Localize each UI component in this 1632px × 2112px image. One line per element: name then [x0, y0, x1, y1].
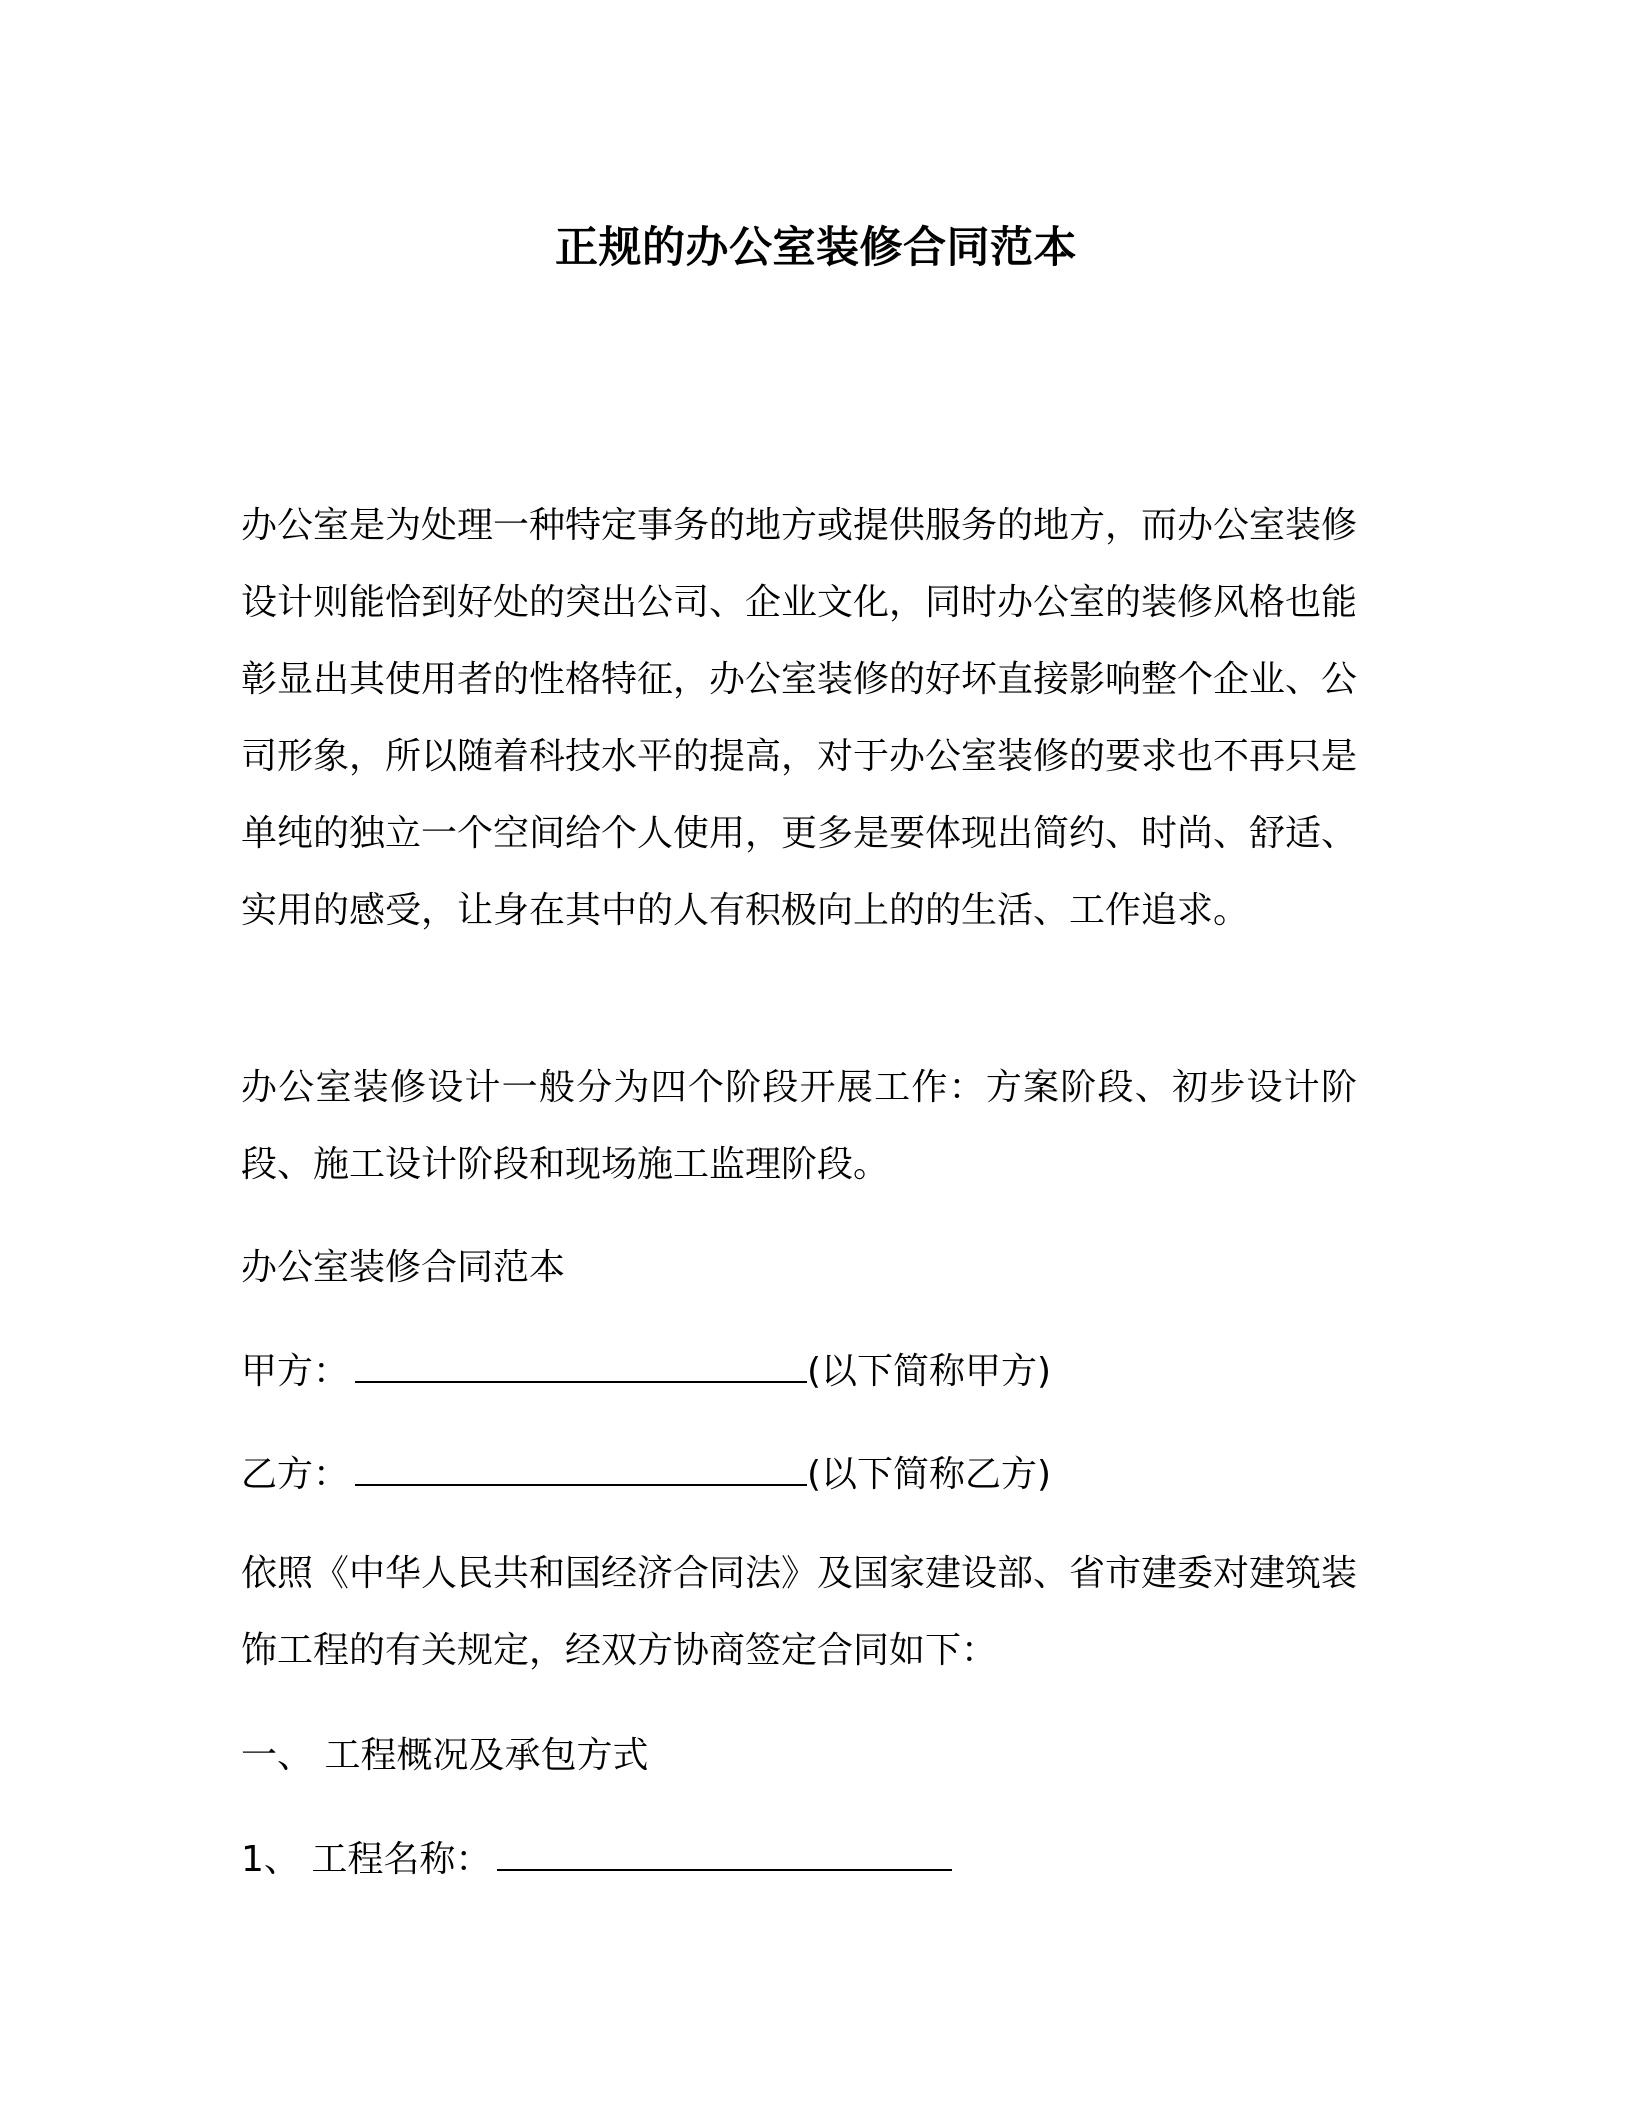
- document-title: 正规的办公室装修合同范本: [555, 223, 1077, 273]
- party-a-suffix: (以下简称甲方): [807, 1351, 1052, 1392]
- project-name-blank-field[interactable]: [497, 1829, 952, 1871]
- party-a-label: 甲方：: [241, 1351, 350, 1392]
- section-1-heading: 一、 工程概况及承包方式: [241, 1735, 649, 1776]
- contract-heading: 办公室装修合同范本: [241, 1247, 566, 1288]
- project-name-line: [241, 1829, 952, 1890]
- party-b-line: [241, 1444, 1051, 1505]
- party-b-label: 乙方：: [241, 1454, 350, 1495]
- project-name-label: 1、 工程名称：: [241, 1839, 492, 1880]
- intro-paragraph: 办公室是为处理一种特定事务的地方或提供服务的地方，而办公室装修设计则能恰到好处的突出公司、企业文化，同时办公室的装修风格也能彰显出其使用者的性格特征，办公室装修的好坏直接影响整个企业、公司形象，所以随着科技水平的提高，对于办公室装修的要求也不再只是单纯的独立一个空间给个人使用，更多是要体现出简约、时尚、舒适、实用的感受，让身在其中的人有积极向上的的生活、工作追求。: [241, 505, 1358, 931]
- stages-paragraph: 办公室装修设计一般分为四个阶段开展工作：方案阶段、初步设计阶段、施工设计阶段和现场施工监理阶段。: [241, 1067, 1357, 1185]
- party-a-line: [241, 1341, 1051, 1402]
- party-b-suffix: (以下简称乙方): [807, 1454, 1052, 1495]
- party-b-blank-field[interactable]: [355, 1444, 807, 1486]
- party-a-blank-field[interactable]: [355, 1341, 807, 1383]
- basis-paragraph: 依照《中华人民共和国经济合同法》及国家建设部、省市建委对建筑装饰工程的有关规定，经双方协商签定合同如下：: [241, 1553, 1358, 1671]
